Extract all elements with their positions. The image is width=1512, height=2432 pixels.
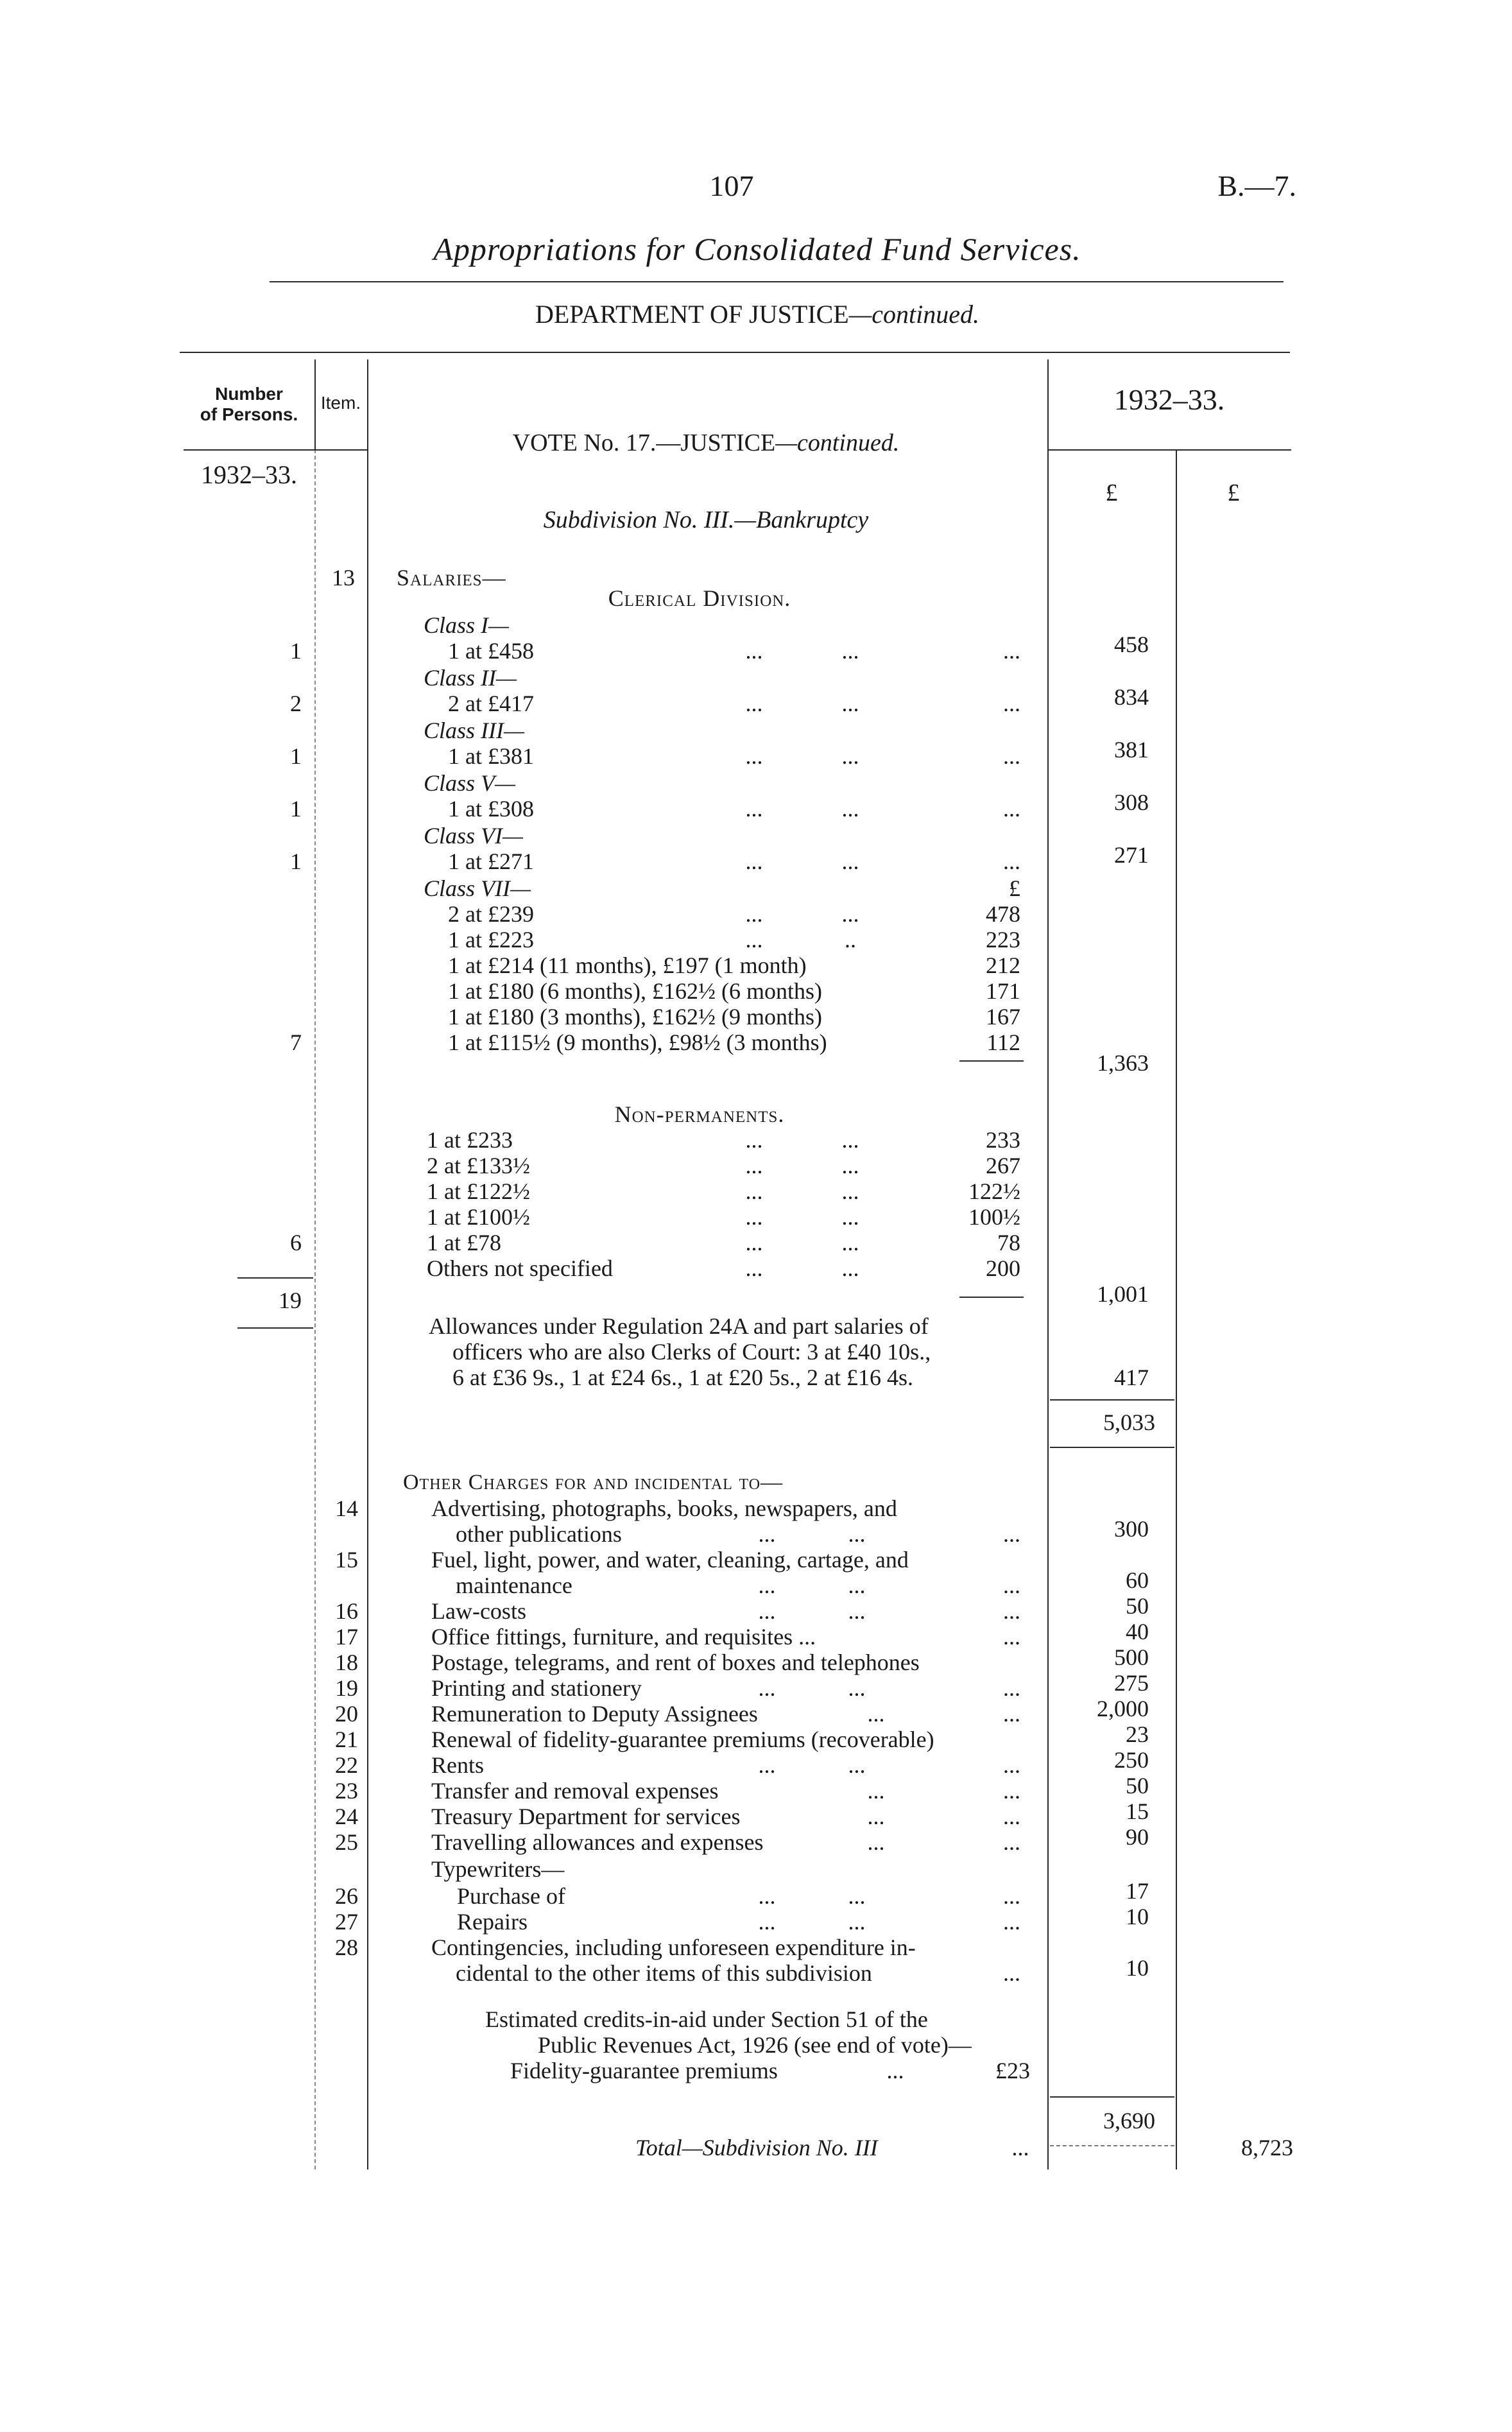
- np-line: 2 at £133½: [427, 1153, 530, 1178]
- charge-line: Office fittings, furniture, and requisites ...: [431, 1624, 816, 1650]
- leader-dots: ...: [745, 1255, 763, 1281]
- amount: 381: [1114, 737, 1149, 763]
- leader-dots: ...: [1003, 1804, 1020, 1829]
- leader-dots: ...: [848, 1521, 866, 1547]
- class-line: 1 at £115½ (9 months), £98½ (3 months): [448, 1030, 827, 1055]
- credits-line: Estimated credits-in-aid under Section 51 of the: [485, 2006, 928, 2032]
- amount: 417: [1114, 1365, 1149, 1390]
- leader-dots: ...: [841, 901, 859, 927]
- year-header-rule: [1047, 449, 1291, 451]
- leader-dots: ...: [745, 691, 763, 716]
- amount: 834: [1114, 684, 1149, 710]
- leader-dots: ...: [848, 1883, 866, 1909]
- leader-dots: ...: [1003, 1960, 1020, 1986]
- item-number: 17: [335, 1624, 358, 1650]
- leader-dots: ...: [745, 1153, 763, 1178]
- item-number: 19: [335, 1675, 358, 1701]
- leader-dots: ...: [848, 1598, 866, 1624]
- np-line: Others not specified: [427, 1255, 613, 1281]
- leader-dots: ...: [1003, 638, 1020, 664]
- charge-line: Travelling allowances and expenses: [431, 1829, 764, 1855]
- leader-dots: ...: [841, 796, 859, 822]
- salaries-heading: Salaries—: [397, 565, 506, 591]
- amount: 10: [1126, 1904, 1149, 1929]
- leader-dots: ...: [848, 1752, 866, 1778]
- leader-dots: ...: [1003, 1675, 1020, 1701]
- subtotal-rule: [1050, 1447, 1174, 1448]
- amount: 275: [1114, 1670, 1149, 1696]
- amount: 50: [1126, 1593, 1149, 1619]
- amount: 2,000: [1097, 1696, 1149, 1721]
- leader-dots: ...: [758, 1521, 776, 1547]
- persons-header-rule: [184, 449, 367, 451]
- class-line: 1 at £458: [448, 638, 534, 664]
- leader-dots: ...: [867, 1829, 885, 1855]
- subtotal-rule: [1050, 1399, 1174, 1401]
- amount: 15: [1126, 1798, 1149, 1824]
- leader-dots: ...: [745, 1127, 763, 1153]
- persons-count: 6: [290, 1230, 302, 1255]
- persons-count: 1: [290, 796, 302, 822]
- amount: 50: [1126, 1773, 1149, 1798]
- header-rule: [180, 352, 1290, 353]
- charge-line: Law-costs: [431, 1598, 526, 1624]
- other-charges-heading: Other Charges for and incidental to—: [403, 1470, 784, 1494]
- leader-dots: ...: [1003, 849, 1020, 874]
- allowances-line: 6 at £36 9s., 1 at £24 6s., 1 at £20 5s., 2 at £16 4s.: [452, 1365, 913, 1390]
- leader-dots: ...: [1003, 1778, 1020, 1804]
- class-label: Class I—: [424, 612, 510, 638]
- leader-dots: ...: [841, 743, 859, 769]
- line-value: 267: [986, 1153, 1020, 1178]
- sum-rule: [959, 1060, 1024, 1062]
- amount: 90: [1126, 1824, 1149, 1850]
- class-line: 1 at £214 (11 months), £197 (1 month): [448, 953, 807, 978]
- leader-dots: ...: [1003, 1521, 1020, 1547]
- pound-sign: £: [1009, 875, 1020, 901]
- leader-dots: ...: [841, 1127, 859, 1153]
- line-value: 478: [986, 901, 1020, 927]
- np-line: 1 at £78: [427, 1230, 501, 1255]
- charge-line: other publications: [456, 1521, 622, 1547]
- item-number: 25: [335, 1829, 358, 1855]
- class-line: 1 at £180 (6 months), £162½ (6 months): [448, 978, 822, 1004]
- leader-dots: ...: [1003, 1573, 1020, 1598]
- leader-dots: ...: [867, 1778, 885, 1804]
- item-number: 24: [335, 1804, 358, 1829]
- leader-dots: ...: [745, 901, 763, 927]
- item-number: 15: [335, 1547, 358, 1573]
- leader-dots: ...: [841, 1230, 859, 1255]
- leader-dots: ...: [758, 1598, 776, 1624]
- persons-count: 1: [290, 638, 302, 664]
- leader-dots: ...: [745, 1178, 763, 1204]
- charge-line: Printing and stationery: [431, 1675, 642, 1701]
- amount: 308: [1114, 789, 1149, 815]
- charge-line: Postage, telegrams, and rent of boxes and telephones: [431, 1650, 920, 1675]
- allowances-line: Allowances under Regulation 24A and part salaries of: [429, 1313, 929, 1339]
- charge-line: Rents: [431, 1752, 485, 1778]
- leader-dots: ...: [1003, 1701, 1020, 1727]
- leader-dots: ...: [745, 638, 763, 664]
- persons-count: 1: [290, 849, 302, 874]
- np-line: 1 at £122½: [427, 1178, 530, 1204]
- credits-line: Public Revenues Act, 1926 (see end of vote)—: [538, 2032, 972, 2058]
- credits-amount: £23: [995, 2058, 1030, 2083]
- pound-right: £: [1227, 479, 1240, 506]
- persons-count: 2: [290, 691, 302, 716]
- leader-dots: ...: [1003, 743, 1020, 769]
- subdivision-title: Subdivision No. III.—Bankruptcy: [543, 506, 869, 533]
- leader-dots: ...: [1003, 1909, 1020, 1935]
- leader-dots: ...: [1003, 1598, 1020, 1624]
- amount: 23: [1126, 1721, 1149, 1747]
- leader-dots: ...: [745, 796, 763, 822]
- leader-dots: ...: [1003, 1883, 1020, 1909]
- typewriters-heading: Typewriters—: [431, 1856, 565, 1882]
- item-number: 13: [332, 565, 355, 591]
- division-heading: Clerical Division.: [608, 585, 791, 611]
- item-number: 20: [335, 1701, 358, 1727]
- amount: 250: [1114, 1747, 1149, 1773]
- persons-count: 7: [290, 1030, 302, 1055]
- leader-dots: ...: [848, 1909, 866, 1935]
- title-rule: [270, 281, 1284, 282]
- line-value: 167: [986, 1004, 1020, 1030]
- class-label: Class VII—: [424, 875, 531, 901]
- charge-line: Treasury Department for services: [431, 1804, 741, 1829]
- class-label: Class II—: [424, 665, 517, 691]
- class-line: 2 at £239: [448, 901, 534, 927]
- total-label: Total—Subdivision No. III: [635, 2135, 878, 2160]
- line-value: 112: [986, 1030, 1020, 1055]
- amount: 17: [1126, 1878, 1149, 1904]
- line-value: 223: [986, 927, 1020, 953]
- leader-dots: ...: [867, 1804, 885, 1829]
- amount: 40: [1126, 1619, 1149, 1644]
- amount: 271: [1114, 842, 1149, 868]
- persons-total: 19: [279, 1288, 302, 1313]
- line-value: 171: [986, 978, 1020, 1004]
- leader-dots: ...: [841, 1204, 859, 1230]
- series-code: B.—7.: [1217, 169, 1296, 202]
- charge-line: Renewal of fidelity-guarantee premiums (recoverable): [431, 1727, 934, 1752]
- leader-dots: ...: [841, 638, 859, 664]
- amount: 300: [1114, 1516, 1149, 1542]
- leader-dots: ..: [845, 927, 856, 953]
- charge-line: Fuel, light, power, and water, cleaning, cartage, and: [431, 1547, 909, 1573]
- leader-dots: ...: [745, 743, 763, 769]
- leader-dots: ...: [1011, 2135, 1029, 2160]
- page-title: Appropriations for Consolidated Fund Services.: [433, 231, 1081, 267]
- non-permanents-heading: Non-permanents.: [614, 1101, 785, 1127]
- leader-dots: ...: [745, 1204, 763, 1230]
- item-header: Item.: [320, 393, 361, 413]
- credits-line: Fidelity-guarantee premiums: [510, 2058, 778, 2083]
- item-number: 28: [335, 1935, 358, 1960]
- leader-dots: ...: [758, 1675, 776, 1701]
- leader-dots: ...: [1003, 1829, 1020, 1855]
- leader-dots: ...: [1003, 1624, 1020, 1650]
- leader-dots: ...: [758, 1752, 776, 1778]
- leader-dots: ...: [758, 1573, 776, 1598]
- line-value: 212: [986, 953, 1020, 978]
- leader-dots: ...: [758, 1883, 776, 1909]
- leader-dots: ...: [745, 927, 763, 953]
- amount: 60: [1126, 1567, 1149, 1593]
- salaries-subtotal: 5,033: [1103, 1410, 1155, 1435]
- charge-line: maintenance: [456, 1573, 572, 1598]
- leader-dots: ...: [841, 691, 859, 716]
- leader-dots: ...: [1003, 1752, 1020, 1778]
- department-heading: DEPARTMENT OF JUSTICE—continued.: [535, 300, 980, 329]
- amount: 458: [1114, 632, 1149, 657]
- line-value: 233: [986, 1127, 1020, 1153]
- class-line: 1 at £180 (3 months), £162½ (9 months): [448, 1004, 822, 1030]
- amount: 500: [1114, 1644, 1149, 1670]
- leader-dots: ...: [886, 2058, 904, 2083]
- persons-count: 1: [290, 743, 302, 769]
- leader-dots: ...: [758, 1909, 776, 1935]
- item-number: 16: [335, 1598, 358, 1624]
- charge-line: Remuneration to Deputy Assignees: [431, 1701, 758, 1727]
- leader-dots: ...: [867, 1701, 885, 1727]
- persons-header: Number of Persons.: [200, 384, 298, 424]
- persons-total-rule: [237, 1327, 313, 1329]
- persons-sum-rule: [237, 1277, 313, 1279]
- class-label: Class VI—: [424, 823, 524, 849]
- np-line: 1 at £233: [427, 1127, 513, 1153]
- leader-dots: ...: [1003, 796, 1020, 822]
- subtotal-rule: [1050, 2096, 1174, 2098]
- subtotal-rule: [1050, 2145, 1174, 2146]
- charge-line: Transfer and removal expenses: [431, 1778, 719, 1804]
- np-line: 1 at £100½: [427, 1204, 530, 1230]
- persons-divider-lower: [314, 449, 316, 2169]
- allowances-line: officers who are also Clerks of Court: 3 at £40 10s.,: [452, 1339, 931, 1365]
- class-label: Class III—: [424, 718, 525, 743]
- pound-left: £: [1105, 479, 1118, 506]
- year-header: 1932–33.: [1113, 383, 1225, 416]
- charge-line: Purchase of: [457, 1883, 565, 1909]
- leader-dots: ...: [745, 1230, 763, 1255]
- item-number: 23: [335, 1778, 358, 1804]
- line-value: 100½: [968, 1204, 1020, 1230]
- class-label: Class V—: [424, 770, 516, 796]
- line-value: 122½: [968, 1178, 1020, 1204]
- class-line: 1 at £381: [448, 743, 534, 769]
- leader-dots: ...: [841, 1178, 859, 1204]
- subtotal-divider: [1176, 449, 1177, 2169]
- amount: 1,001: [1097, 1281, 1149, 1307]
- item-number: 18: [335, 1650, 358, 1675]
- line-value: 200: [986, 1255, 1020, 1281]
- leader-dots: ...: [841, 849, 859, 874]
- item-number: 26: [335, 1883, 358, 1909]
- leader-dots: ...: [841, 1153, 859, 1178]
- leader-dots: ...: [848, 1573, 866, 1598]
- class-line: 2 at £417: [448, 691, 534, 716]
- leader-dots: ...: [841, 1255, 859, 1281]
- charge-line: Repairs: [457, 1909, 528, 1935]
- persons-year: 1932–33.: [201, 460, 297, 489]
- leader-dots: ...: [745, 849, 763, 874]
- vote-title: VOTE No. 17.—JUSTICE—continued.: [512, 429, 900, 456]
- charge-line: Advertising, photographs, books, newspapers, and: [431, 1496, 897, 1521]
- line-value: 78: [997, 1230, 1020, 1255]
- item-number: 21: [335, 1727, 358, 1752]
- amount-divider: [1047, 359, 1049, 2169]
- charge-line: cidental to the other items of this subdivision: [456, 1960, 872, 1986]
- class-line: 1 at £223: [448, 927, 534, 953]
- class-line: 1 at £271: [448, 849, 534, 874]
- item-number: 27: [335, 1909, 358, 1935]
- page-number: 107: [709, 169, 754, 202]
- amount: 1,363: [1097, 1050, 1149, 1076]
- amount: 10: [1126, 1955, 1149, 1981]
- leader-dots: ...: [1003, 691, 1020, 716]
- charge-line: Contingencies, including unforeseen expenditure in-: [431, 1935, 916, 1960]
- sum-rule: [959, 1297, 1024, 1298]
- item-number: 14: [335, 1496, 358, 1521]
- other-charges-subtotal: 3,690: [1103, 2108, 1155, 2134]
- total-amount: 8,723: [1241, 2135, 1293, 2160]
- class-line: 1 at £308: [448, 796, 534, 822]
- item-number: 22: [335, 1752, 358, 1778]
- leader-dots: ...: [848, 1675, 866, 1701]
